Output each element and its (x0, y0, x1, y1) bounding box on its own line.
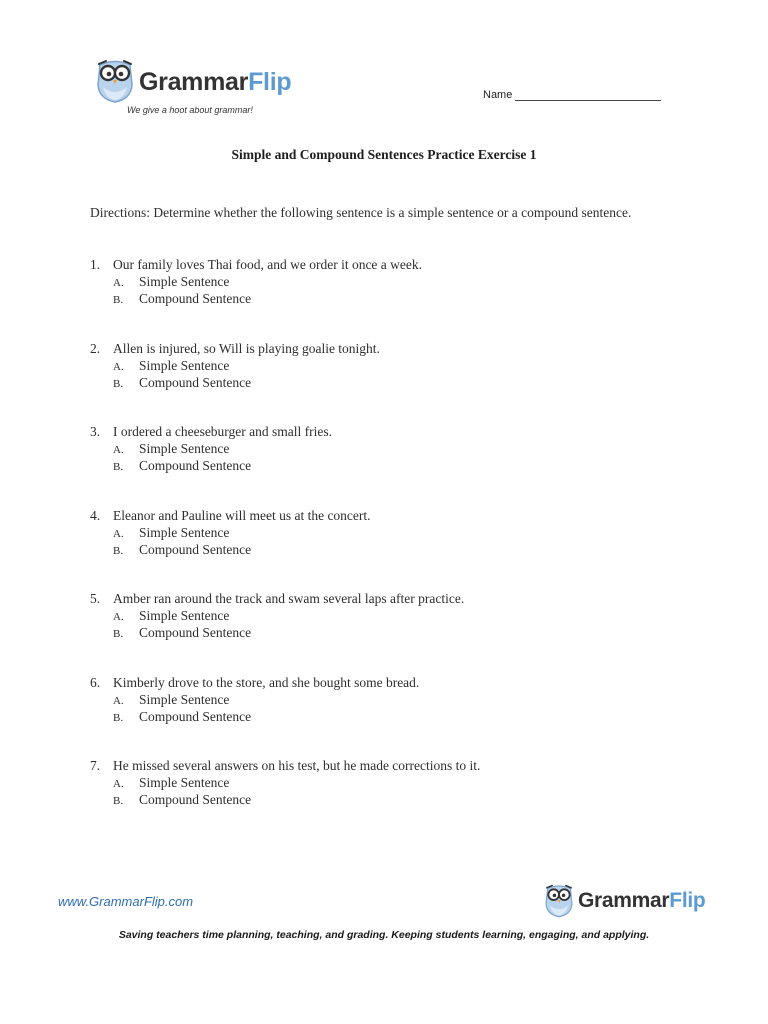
question-number: 1. (90, 257, 101, 272)
question-4 (90, 508, 690, 560)
name-blank-line[interactable] (515, 88, 661, 101)
option-a[interactable] (90, 775, 690, 793)
option-label: Simple Sentence (139, 774, 230, 790)
question-1 (90, 257, 690, 309)
question-number: 6. (90, 675, 101, 690)
brand-name-part1: Grammar (578, 889, 670, 912)
option-label: Simple Sentence (139, 524, 230, 540)
tagline: We give a hoot about grammar! (127, 105, 253, 115)
option-a[interactable] (90, 274, 690, 292)
option-label: Simple Sentence (139, 607, 230, 623)
question-text: Allen is injured, so Will is playing goalie tonight. (113, 341, 380, 356)
option-b[interactable] (90, 458, 690, 476)
header-logo (94, 55, 291, 105)
name-label: Name (483, 89, 513, 101)
question-6 (90, 675, 690, 727)
option-label: Simple Sentence (139, 357, 230, 373)
option-letter: B. (113, 545, 124, 558)
question-text: I ordered a cheeseburger and small fries. (113, 424, 333, 439)
question-number: 2. (90, 341, 101, 356)
option-letter: A. (113, 610, 124, 623)
option-label: Compound Sentence (139, 375, 252, 391)
question-7 (90, 758, 690, 810)
question-text: He missed several answers on his test, but he made corrections to it. (113, 758, 481, 773)
option-b[interactable] (90, 709, 690, 727)
question-number: 7. (90, 758, 101, 773)
option-b[interactable] (90, 625, 690, 643)
option-label: Compound Sentence (139, 709, 252, 725)
option-letter: A. (113, 527, 124, 540)
directions-text: Directions: Determine whether the following sentence is a simple sentence or a compound sentence. (90, 205, 632, 220)
question-number: 5. (90, 591, 101, 606)
option-a[interactable] (90, 692, 690, 710)
option-letter: B. (113, 795, 124, 808)
option-label: Compound Sentence (139, 458, 252, 474)
option-label: Simple Sentence (139, 440, 230, 456)
option-letter: A. (113, 276, 124, 289)
question-2 (90, 341, 690, 393)
brand-name-part2: Flip (248, 67, 292, 96)
option-letter: B. (113, 628, 124, 641)
option-b[interactable] (90, 375, 690, 393)
brand-name-part1: Grammar (139, 67, 249, 96)
footer-website-link[interactable]: www.GrammarFlip.com (58, 894, 194, 909)
option-letter: B. (113, 294, 124, 307)
option-b[interactable] (90, 542, 690, 560)
footer-logo (543, 880, 705, 920)
question-text: Our family loves Thai food, and we order it once a week. (113, 257, 423, 272)
option-letter: A. (113, 694, 124, 707)
option-b[interactable] (90, 792, 690, 810)
option-a[interactable] (90, 441, 690, 459)
question-5 (90, 591, 690, 643)
question-3 (90, 424, 690, 476)
question-text: Eleanor and Pauline will meet us at the concert. (113, 508, 371, 523)
option-label: Simple Sentence (139, 691, 230, 707)
option-b[interactable] (90, 291, 690, 309)
question-text: Amber ran around the track and swam several laps after practice. (113, 591, 465, 606)
option-letter: A. (113, 360, 124, 373)
question-number: 4. (90, 508, 101, 523)
option-label: Simple Sentence (139, 273, 230, 289)
option-letter: B. (113, 378, 124, 391)
page-title: Simple and Compound Sentences Practice Exercise 1 (231, 147, 537, 162)
option-label: Compound Sentence (139, 542, 252, 558)
brand-name-part2: Flip (669, 889, 706, 912)
question-number: 3. (90, 424, 101, 439)
option-a[interactable] (90, 608, 690, 626)
option-letter: A. (113, 443, 124, 456)
option-label: Compound Sentence (139, 625, 252, 641)
owl-logo-icon (94, 55, 136, 105)
option-label: Compound Sentence (139, 792, 252, 808)
option-label: Compound Sentence (139, 291, 252, 307)
footer-slogan: Saving teachers time planning, teaching, and grading. Keeping students learning, engaging, and applying. (118, 929, 650, 941)
option-letter: B. (113, 461, 124, 474)
name-field[interactable] (483, 88, 661, 101)
option-a[interactable] (90, 525, 690, 543)
question-text: Kimberly drove to the store, and she bought some bread. (113, 675, 420, 690)
option-letter: A. (113, 777, 124, 790)
option-letter: B. (113, 712, 124, 725)
option-a[interactable] (90, 358, 690, 376)
owl-logo-icon (543, 880, 575, 920)
